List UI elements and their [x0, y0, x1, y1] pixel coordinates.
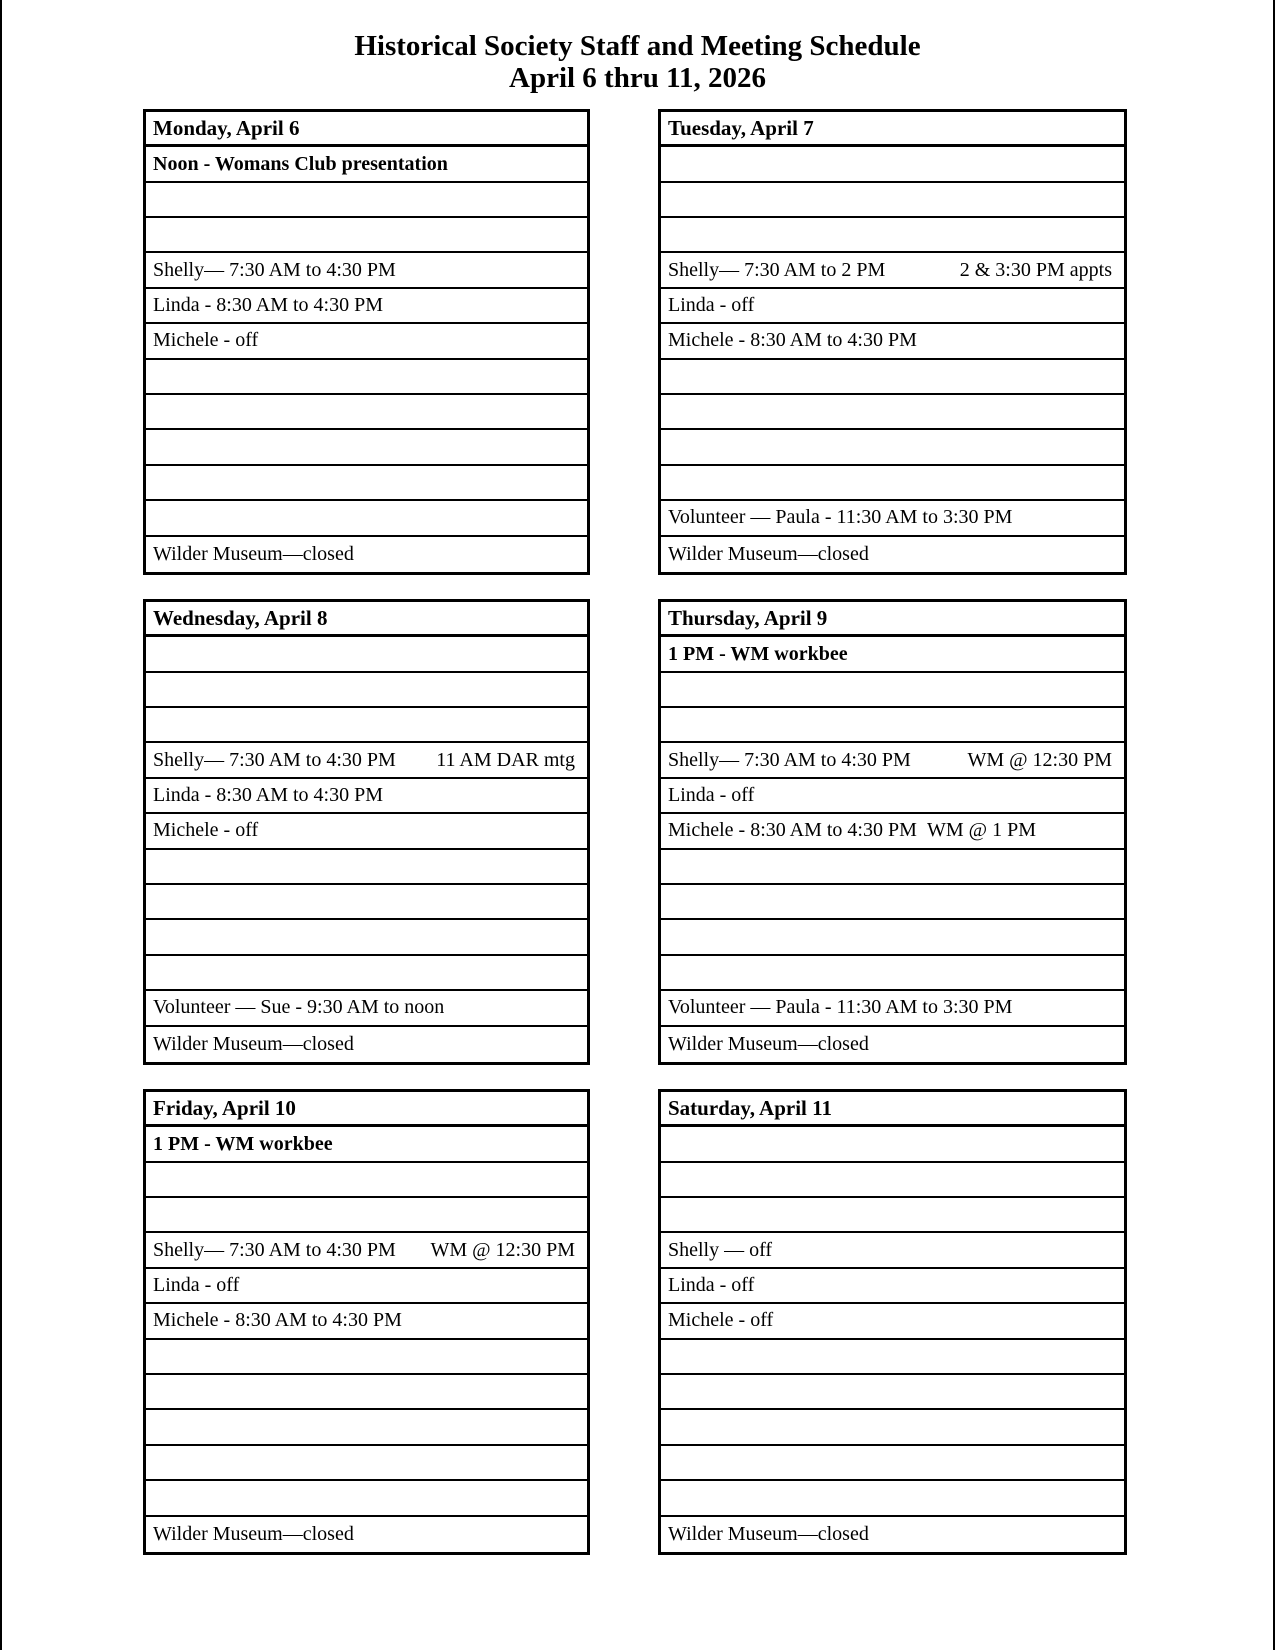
empty-row [146, 430, 587, 465]
empty-row [661, 708, 1124, 743]
schedule-row-left-text: Shelly— 7:30 AM to 4:30 PM [153, 1238, 396, 1261]
title-block [2, 0, 1273, 95]
schedule-row: Shelly — off [661, 1233, 1124, 1268]
page-subtitle-date-range: April 6 thru 11, 2026 [509, 62, 766, 95]
empty-row [661, 673, 1124, 708]
empty-row [661, 466, 1124, 501]
day-box-tuesday [658, 109, 1127, 575]
schedule-row-right-text: WM @ 1 PM [927, 819, 1036, 842]
schedule-row [661, 814, 1124, 849]
day-box-monday [143, 109, 590, 575]
schedule-row [661, 253, 1124, 288]
empty-row [146, 850, 587, 885]
empty-row [661, 147, 1124, 182]
empty-row [661, 1375, 1124, 1410]
schedule-row: Linda - off [661, 1269, 1124, 1304]
day-header-wednesday: Wednesday, April 8 [146, 602, 587, 637]
empty-row [146, 1340, 587, 1375]
schedule-row: Michele - off [146, 814, 587, 849]
empty-row [146, 885, 587, 920]
day-header-friday: Friday, April 10 [146, 1092, 587, 1127]
empty-row [146, 183, 587, 218]
day-box-wednesday [143, 599, 590, 1065]
schedule-row: Volunteer — Paula - 11:30 AM to 3:30 PM [661, 991, 1124, 1026]
day-header-tuesday: Tuesday, April 7 [661, 112, 1124, 147]
schedule-row: Linda - off [661, 289, 1124, 324]
empty-row [661, 1163, 1124, 1198]
empty-row [146, 1198, 587, 1233]
day-header-monday: Monday, April 6 [146, 112, 587, 147]
schedule-grid [143, 109, 1129, 1555]
empty-row [146, 708, 587, 743]
empty-row [661, 920, 1124, 955]
empty-row [661, 1481, 1124, 1516]
schedule-row-right-text: 11 AM DAR mtg [436, 748, 575, 771]
schedule-row: Shelly— 7:30 AM to 4:30 PM [146, 253, 587, 288]
day-header-saturday: Saturday, April 11 [661, 1092, 1124, 1127]
day-box-saturday [658, 1089, 1127, 1555]
schedule-row-left-text: Michele - 8:30 AM to 4:30 PM [668, 819, 917, 842]
empty-row [661, 218, 1124, 253]
schedule-row: Wilder Museum—closed [153, 1522, 354, 1545]
schedule-row-left-text: Shelly— 7:30 AM to 4:30 PM [668, 748, 911, 771]
empty-row [661, 430, 1124, 465]
schedule-row-right-text: WM @ 12:30 PM [967, 748, 1112, 771]
page-title: Historical Society Staff and Meeting Schedule [354, 30, 921, 62]
schedule-row: Linda - 8:30 AM to 4:30 PM [146, 779, 587, 814]
schedule-row-left-text: Shelly— 7:30 AM to 4:30 PM [153, 748, 396, 771]
empty-row [661, 956, 1124, 991]
schedule-row: Michele - 8:30 AM to 4:30 PM [661, 324, 1124, 359]
empty-row [146, 1163, 587, 1198]
empty-row [661, 1410, 1124, 1445]
schedule-row: Wilder Museum—closed [153, 1032, 354, 1055]
schedule-row: Linda - off [146, 1269, 587, 1304]
empty-row [661, 1198, 1124, 1233]
empty-row [146, 466, 587, 501]
schedule-row-right-text: 2 & 3:30 PM appts [959, 258, 1112, 281]
empty-row [146, 360, 587, 395]
empty-row [146, 1410, 587, 1445]
schedule-row-left-text: Shelly— 7:30 AM to 2 PM [668, 258, 886, 281]
schedule-row [661, 743, 1124, 778]
empty-row [146, 956, 587, 991]
empty-row [661, 360, 1124, 395]
day-box-thursday [658, 599, 1127, 1065]
empty-row [661, 885, 1124, 920]
schedule-row: 1 PM - WM workbee [146, 1127, 587, 1162]
schedule-row: 1 PM - WM workbee [661, 637, 1124, 672]
schedule-row [146, 743, 587, 778]
empty-row [661, 395, 1124, 430]
empty-row [146, 1446, 587, 1481]
empty-row [661, 850, 1124, 885]
empty-row [146, 218, 587, 253]
schedule-row [146, 1233, 587, 1268]
schedule-row: Volunteer — Sue - 9:30 AM to noon [146, 991, 587, 1026]
schedule-row: Linda - 8:30 AM to 4:30 PM [146, 289, 587, 324]
empty-row [146, 501, 587, 536]
empty-row [661, 183, 1124, 218]
empty-row [146, 1375, 587, 1410]
schedule-row-right-text: WM @ 12:30 PM [430, 1238, 575, 1261]
schedule-row: Michele - off [661, 1304, 1124, 1339]
schedule-row: Wilder Museum—closed [668, 1522, 869, 1545]
schedule-row: Michele - off [146, 324, 587, 359]
schedule-row: Wilder Museum—closed [668, 1032, 869, 1055]
day-header-thursday: Thursday, April 9 [661, 602, 1124, 637]
schedule-row: Wilder Museum—closed [668, 542, 869, 565]
empty-row [146, 1481, 587, 1516]
empty-row [146, 637, 587, 672]
day-box-friday [143, 1089, 590, 1555]
empty-row [661, 1127, 1124, 1162]
empty-row [661, 1446, 1124, 1481]
schedule-row: Wilder Museum—closed [153, 542, 354, 565]
empty-row [146, 673, 587, 708]
schedule-row: Linda - off [661, 779, 1124, 814]
schedule-row: Volunteer — Paula - 11:30 AM to 3:30 PM [661, 501, 1124, 536]
empty-row [146, 920, 587, 955]
empty-row [661, 1340, 1124, 1375]
empty-row [146, 395, 587, 430]
schedule-row: Michele - 8:30 AM to 4:30 PM [146, 1304, 587, 1339]
schedule-row: Noon - Womans Club presentation [146, 147, 587, 182]
